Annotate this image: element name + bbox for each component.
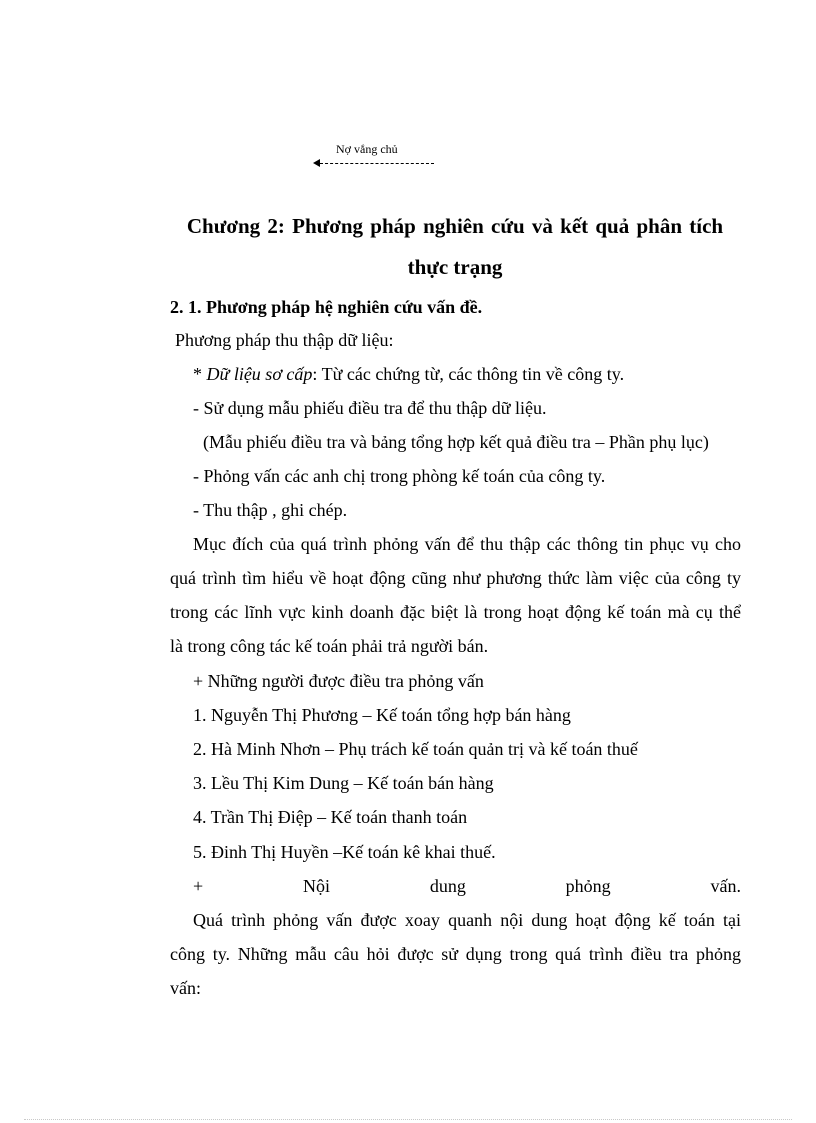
list-item: 1. Nguyễn Thị Phương – Kế toán tổng hợp bán hàng [193,705,571,725]
interviewees-heading: + Những người được điều tra phỏng vấn [193,671,484,691]
list-item: 5. Đinh Thị Huyền –Kế toán kê khai thuế. [193,842,496,862]
paragraph-line: công ty. Những mẫu câu hỏi được sử dụng trong quá trình điều tra phỏng [170,944,741,964]
bullet-mark: * [193,364,207,384]
paragraph-line: vấn: [170,978,201,998]
list-item-note: (Mẫu phiếu điều tra và bảng tổng hợp kết quả điều tra – Phần phụ lục) [203,432,709,452]
page-bottom-rule [24,1119,792,1120]
list-item: 2. Hà Minh Nhơn – Phụ trách kế toán quản trị và kế toán thuế [193,739,638,759]
annotation-label: Nợ vắng chủ [336,142,398,156]
list-item: - Sử dụng mẫu phiếu điều tra để thu thập dữ liệu. [193,398,547,418]
list-item: 4. Trần Thị Điệp – Kế toán thanh toán [193,807,468,827]
list-item: 3. Lều Thị Kim Dung – Kế toán bán hàng [193,773,494,793]
primary-data-text: : Từ các chứng từ, các thông tin về công ty. [312,364,625,384]
primary-data-label: Dữ liệu sơ cấp [206,364,313,384]
paragraph-line: quá trình tìm hiểu về hoạt động cũng như phương thức làm việc của công ty [170,568,741,588]
method-intro: Phương pháp thu thập dữ liệu: [175,330,394,350]
paragraph-line: trong các lĩnh vực kinh doanh đặc biệt là trong hoạt động kế toán mà cụ thể [170,602,741,622]
list-item: - Thu thập , ghi chép. [193,500,348,520]
content-heading: + Nội dung phỏng vấn. [193,876,741,896]
paragraph-line: Quá trình phỏng vấn được xoay quanh nội dung hoạt động kế toán tại [193,910,741,930]
paragraph-line: Mục đích của quá trình phỏng vấn để thu thập các thông tin phục vụ cho [193,534,741,554]
chapter-title-line2: thực trạng [407,255,503,279]
paragraph-line: là trong công tác kế toán phải trả người bán. [170,636,489,656]
primary-data-line [193,362,624,386]
section-heading: 2. 1. Phương pháp hệ nghiên cứu vấn đề. [170,297,483,317]
list-item: - Phỏng vấn các anh chị trong phòng kế toán của công ty. [193,466,606,486]
chapter-title-line1: Chương 2: Phương pháp nghiên cứu và kết quả phân tích [186,214,724,238]
